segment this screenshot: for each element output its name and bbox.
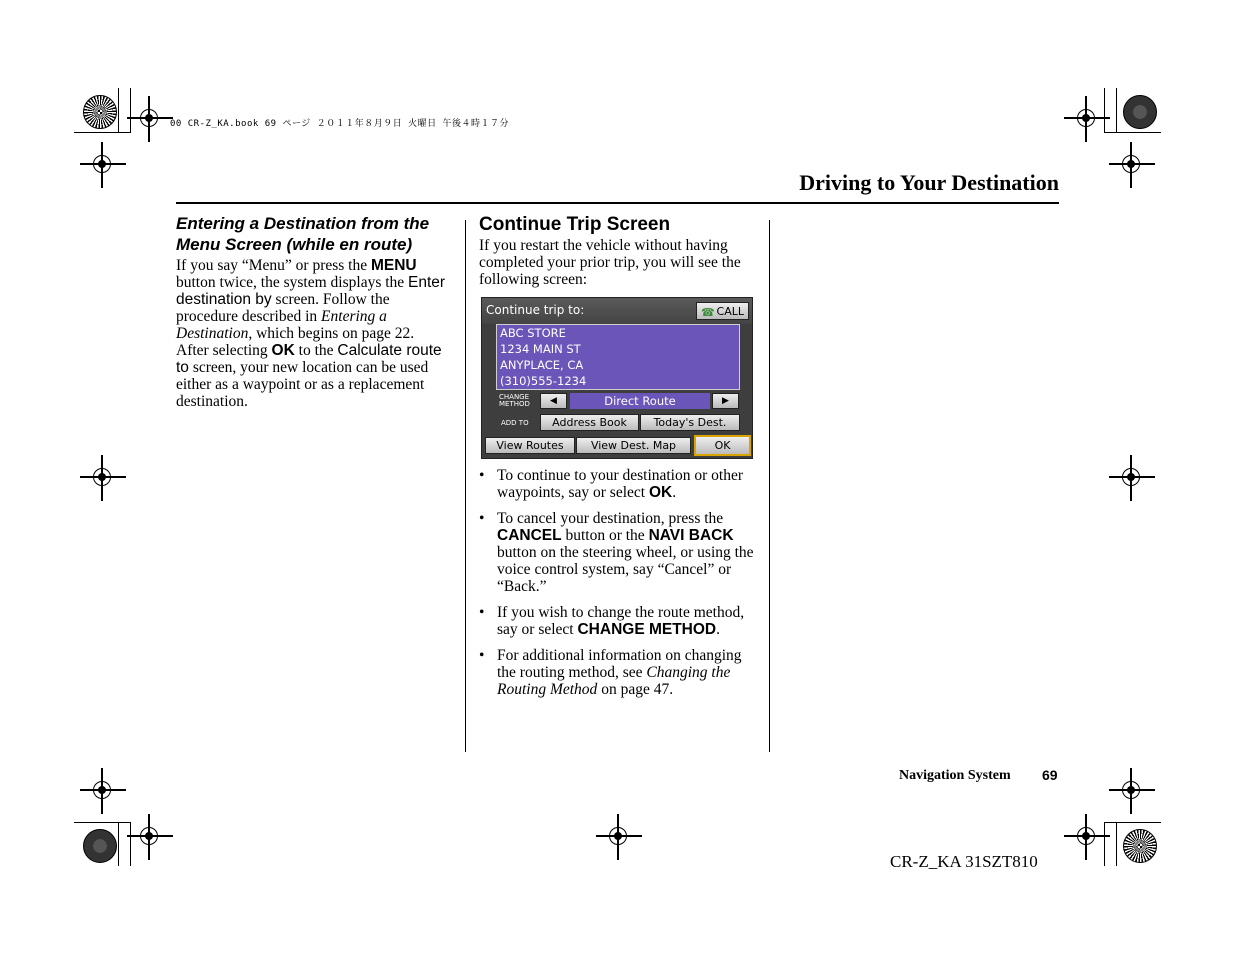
crop-line [130,822,131,866]
title-rule [176,202,1059,204]
crop-line [118,822,119,866]
crosshair-mark [1122,781,1140,799]
document-code: CR-Z_KA 31SZT810 [890,852,1038,871]
text: on page 47. [597,681,674,698]
crosshair-mark [1077,109,1095,127]
route-previous-button[interactable]: ◀ [540,393,567,409]
starburst-mark-bottom-left [83,829,117,863]
text: , which begins on page 22. After selecting [176,325,415,359]
address-line: ANYPLACE, CA [500,358,584,372]
address-book-button[interactable]: Address Book [540,414,639,431]
screen-title: Continue trip to: [486,303,585,317]
right-column [479,214,757,288]
crosshair-mark [1077,827,1095,845]
heading-line: Menu Screen (while en route) [176,235,413,254]
crop-line [1116,822,1117,866]
crosshair-mark [609,827,627,845]
starburst-mark-top-right [1123,95,1157,129]
list-item [479,510,757,595]
crop-line [74,132,131,133]
route-method-value: Direct Route [570,393,710,409]
destination-address-panel [496,324,740,390]
crosshair-mark [93,468,111,486]
crosshair-mark [140,827,158,845]
crop-line [1116,88,1117,132]
ok-keyword: OK [271,342,295,359]
continue-trip-screen [481,297,753,459]
page-title: Driving to Your Destination [799,170,1059,195]
text: to the [294,342,338,359]
view-routes-button[interactable]: View Routes [485,437,575,454]
ok-keyword: OK [648,484,673,501]
crop-line [1104,132,1161,133]
cancel-keyword: CANCEL [497,527,562,544]
crosshair-mark [140,109,158,127]
column-divider [769,220,770,752]
text: button or the [561,527,649,544]
text: screen, your new location can be used either as a waypoint or as a replacement destination. [176,359,429,410]
crop-line [118,88,119,132]
crosshair-mark [1122,468,1140,486]
crosshair-mark [93,155,111,173]
add-to-label: ADD TO [501,419,529,427]
heading-line: Entering a Destination from the [176,214,430,233]
text: If you say “Menu” or press the [176,257,371,274]
print-header: 00 CR-Z_KA.book 69 ページ ２０１１年８月９日 火曜日 午後４時１７分 [170,119,510,129]
bullet-list [479,467,757,698]
screen-title-bar [482,298,752,324]
list-item [479,467,757,501]
starburst-mark-bottom-right [1123,829,1157,863]
section-heading [176,213,448,255]
text: If you wish to change the route method, say or select [497,604,745,638]
paragraph [176,257,448,410]
page-number: 69 [1042,767,1058,783]
crosshair-mark [93,781,111,799]
starburst-mark-top-left [83,95,117,129]
change-method-keyword: CHANGE METHOD [577,621,717,638]
section-heading: Continue Trip Screen [479,214,671,235]
text: For additional information on changing the routing method, see [497,647,742,681]
crop-line [130,88,131,132]
call-button[interactable] [696,302,749,320]
screen-name: Calculate route to [176,342,442,376]
screen-name: Enter destination by [176,274,446,308]
text: button twice, the system displays the [176,274,409,291]
call-label: CALL [716,305,744,318]
navi-back-keyword: NAVI BACK [648,527,734,544]
phone-icon: ☎ [701,306,715,319]
text: button on the steering wheel, or using the voice control system, say “Cancel” or “Back.” [497,544,754,595]
todays-dest-button[interactable]: Today's Dest. [640,414,740,431]
crop-line [1104,822,1105,866]
column-divider [465,220,466,752]
section-reference: Entering a Destination [176,308,387,342]
list-item [479,604,757,638]
view-dest-map-button[interactable]: View Dest. Map [576,437,691,454]
text: screen. Follow the procedure described in [176,291,390,325]
crosshair-mark [1122,155,1140,173]
list-item [479,647,757,698]
menu-keyword: MENU [370,257,417,274]
section-reference: Changing the Routing Method [497,664,731,698]
crop-line [1104,822,1161,823]
text: To continue to your destination or other waypoints, say or select [497,467,744,501]
address-line: 1234 MAIN ST [500,342,581,356]
address-line: (310)555-1234 [500,374,587,388]
address-line: ABC STORE [500,326,566,340]
bullet-list-container [479,467,757,707]
footer-section: Navigation System [899,768,1011,783]
text: . [672,484,677,501]
change-method-label: CHANGE METHOD [499,393,530,408]
text: . [716,621,720,638]
intro-paragraph: If you restart the vehicle without having completed your prior trip, you will see the following screen: [479,237,741,288]
left-column [176,213,448,410]
route-next-button[interactable]: ▶ [712,393,739,409]
text: To cancel your destination, press the [497,510,724,527]
crop-line [74,822,131,823]
ok-button[interactable]: OK [694,435,751,456]
crop-line [1104,88,1105,132]
